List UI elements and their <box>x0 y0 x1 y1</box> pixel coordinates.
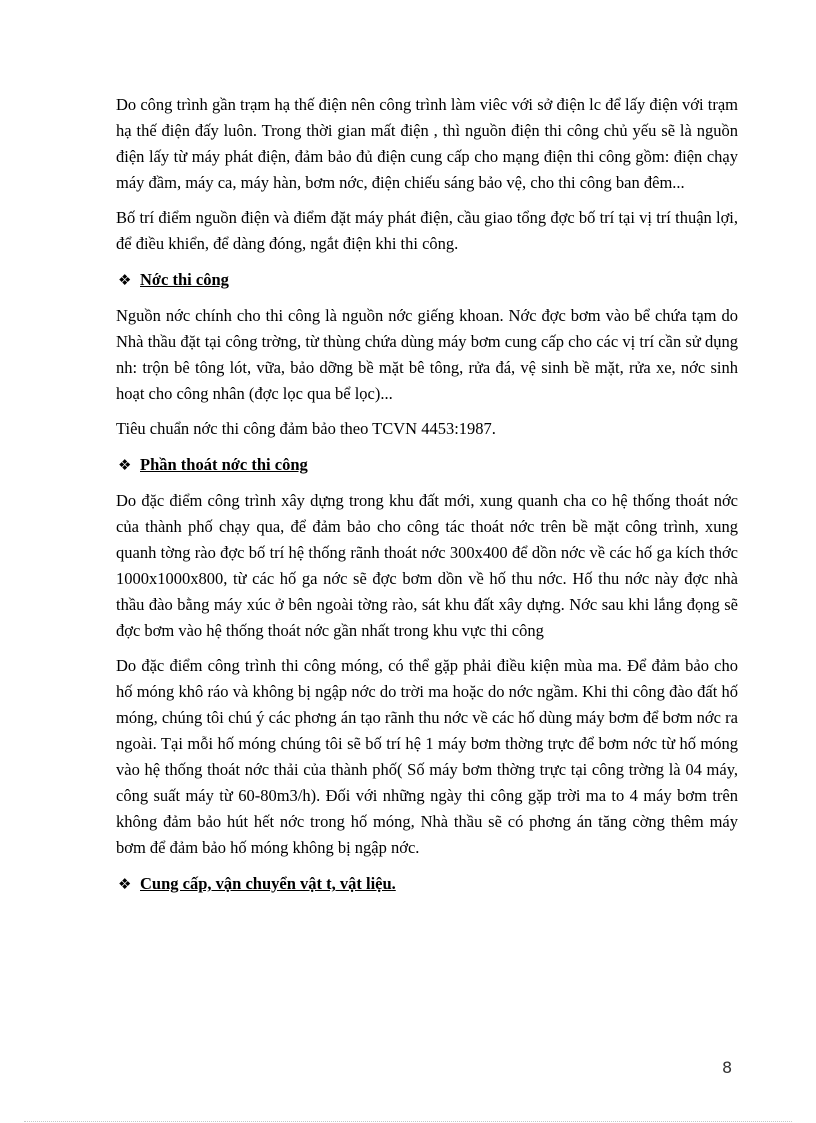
section-heading-water <box>118 267 738 293</box>
heading-text-drainage: Phần thoát nớc thi công <box>140 455 308 474</box>
paragraph-power-supply: Do công trình gần trạm hạ thế điện nên công trình làm viêc với sở điện lc để lấy điện với trạm hạ thế điện đấy luôn. Trong thời gian mất điện , thì nguồn điện thi công chủ yếu sẽ là nguồn điện lấy từ máy phát điện, đảm bảo đủ điện cung cấp cho mạng điện thi công gồm: điện chạy máy đầm, máy ca, máy hàn, bơm nớc, điện chiếu sáng bảo vệ, cho thi công ban đêm... <box>116 95 738 192</box>
paragraph-water-standard: Tiêu chuẩn nớc thi công đảm bảo theo TCVN 4453:1987. <box>116 419 496 438</box>
paragraph-drainage-system: Do đặc điểm công trình xây dựng trong khu đất mới, xung quanh cha co hệ thống thoát nớc của thành phố chạy qua, để đảm bảo cho công tác thoát nớc trên bề mặt công trình, xung quanh tờng rào đợc bố trí hệ thống rãnh thoát nớc 300x400 để dồn nớc về các hố ga kích thớc 1000x1000x800, từ các hố ga nớc sẽ đợc bơm dồn về hố thu nớc. Hố thu nớc này đợc nhà thầu đào bằng máy xúc ở bên ngoài tờng rào, sát khu đất xây dựng. Nớc sau khi lắng đọng sẽ đợc bơm vào hệ thống thoát nớc gần nhất trong khu vực thi công <box>116 491 738 640</box>
diamond-bullet-icon: ❖ <box>118 875 132 893</box>
page-number: 8 <box>722 1058 733 1077</box>
paragraph-water-source: Nguồn nớc chính cho thi công là nguồn nớc giếng khoan. Nớc đợc bơm vào bể chứa tạm do Nhà thầu đặt tại công trờng, từ thùng chứa dùng máy bơm cung cấp cho các vị trí cần sử dụng nh: trộn bê tông lót, vữa, bảo dỡng bề mặt bê tông, rửa đá, vệ sinh bề mặt, rửa xe, nớc sinh hoạt cho công nhân (đợc lọc qua bể lọc)... <box>116 306 738 403</box>
diamond-bullet-icon: ❖ <box>118 271 132 289</box>
page-bottom-divider <box>24 1121 792 1122</box>
diamond-bullet-icon: ❖ <box>118 456 132 474</box>
paragraph-power-layout: Bố trí điểm nguồn điện và điểm đặt máy phát điện, cầu giao tổng đợc bố trí tại vị trí thuận lợi, để điều khiển, để dàng đóng, ngắt điện khi thi công. <box>116 208 738 253</box>
paragraph-foundation-drainage: Do đặc điểm công trình thi công móng, có thể gặp phải điều kiện mùa ma. Để đảm bảo cho hố móng khô ráo và không bị ngập nớc do trời ma hoặc do nớc ngầm. Khi thi công đào đất hố móng, chúng tôi chú ý các phơng án tạo rãnh thu nớc về các hố dùng máy bơm để bơm nớc ra ngoài. Tại mỗi hố móng chúng tôi sẽ bố trí hệ 1 máy bơm thờng trực để bơm nớc từ hố móng vào hệ thống thoát nớc thải của thành phố( Số máy bơm thờng trực tại công trờng là 04 máy, công suất máy từ 60-80m3/h). Đối với những ngày thi công gặp trời ma to 4 máy bơm trên không đảm bảo hút hết nớc trong hố móng, Nhà thầu sẽ có phơng án tăng cờng thêm máy bơm để đảm bảo hố móng không bị ngập nớc. <box>116 656 738 857</box>
section-heading-supply <box>118 871 738 897</box>
page-body <box>116 92 738 907</box>
heading-text-water: Nớc thi công <box>140 270 229 289</box>
heading-text-supply: Cung cấp, vận chuyển vật t, vật liệu. <box>140 874 396 893</box>
section-heading-drainage <box>118 452 738 478</box>
